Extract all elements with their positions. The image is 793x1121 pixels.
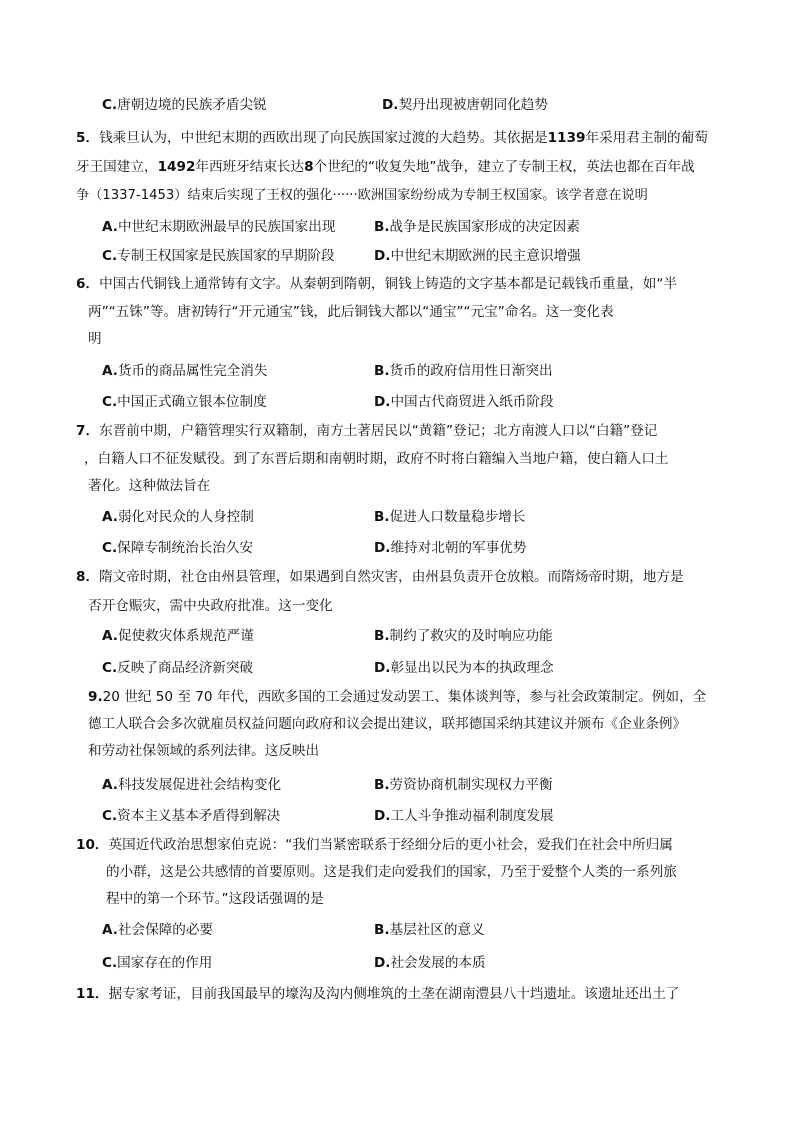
option-5b: B.战争是民族国家形成的决定因素	[374, 219, 580, 235]
question-5-line-3: 争（1337-1453）结束后实现了王权的强化······欧洲国家纷纷成为专制王权国家。该学者意在说明	[76, 188, 648, 203]
question-6-line-3: 明	[88, 331, 102, 347]
question-6-line-2: 两”“五铢”等。唐初铸行“开元通宝”钱，此后铜钱大都以“通宝”“元宝”命名。这一变化表	[88, 304, 614, 320]
question-8-line-1: 8．隋文帝时期，社仓由州县管理，如果遇到自然灾害，由州县负责开仓放粮。而隋炀帝时期，地方是	[76, 569, 684, 585]
option-9a: A.科技发展促进社会结构变化	[102, 777, 282, 793]
question-9-line-1: 9.20 世纪 50 至 70 年代，西欧多国的工会通过发动罢工、集体谈判等，参与社会政策制定。例如，全	[88, 689, 707, 705]
question-7-line-2: ，白籍人口不征发赋役。到了东晋后期和南朝时期，政府不时将白籍编入当地户籍，使白籍人口土	[84, 451, 669, 467]
option-7b: B.促进人口数量稳步增长	[374, 509, 526, 525]
option-8a: A.促使救灾体系规范严谨	[102, 628, 254, 644]
question-7-line-1: 7．东晋前中期，户籍管理实行双籍制，南方土著居民以“黄籍”登记；北方南渡人口以“白籍”登记	[76, 423, 658, 439]
question-11-line-1: 11．据专家考证，目前我国最早的壕沟及沟内侧堆筑的土垄在湖南澧县八十垱遗址。该遗址还出土了	[76, 986, 680, 1002]
question-9-line-2: 德工人联合会多次就雇员权益问题向政府和议会提出建议，联邦德国采纳其建议并颁布《企业条例》	[88, 716, 687, 732]
question-10-line-1: 10．英国近代政治思想家伯克说：“我们当紧密联系于经细分后的更小社会，爱我们在社会中所归属	[76, 837, 673, 853]
question-5-line-2: 牙王国建立，1492年西班牙结束长达8个世纪的“收复失地”战争，建立了专制王权，英法也都在百年战	[76, 159, 695, 175]
option-8c: C.反映了商品经济新突破	[102, 660, 254, 676]
option-8b: B.制约了救灾的及时响应功能	[374, 628, 553, 644]
option-7a: A.弱化对民众的人身控制	[102, 509, 254, 525]
option-8d: D.彰显出以民为本的执政理念	[374, 660, 554, 676]
option-6a: A.货币的商品属性完全消失	[102, 363, 268, 379]
option-5a: A.中世纪末期欧洲最早的民族国家出现	[102, 219, 336, 235]
option-4c: C.唐朝边境的民族矛盾尖锐	[102, 97, 267, 113]
option-9b: B.劳资协商机制实现权力平衡	[374, 777, 553, 793]
option-10b: B.基层社区的意义	[374, 922, 485, 938]
option-10c: C.国家存在的作用	[102, 955, 213, 971]
question-7-line-3: 著化。这种做法旨在	[88, 478, 211, 494]
option-9c: C.资本主义基本矛盾得到解决	[102, 808, 281, 824]
option-7c: C.保障专制统治长治久安	[102, 540, 254, 556]
option-10d: D.社会发展的本质	[374, 955, 486, 971]
question-10-line-3: 程中的第一个环节。”这段话强调的是	[106, 891, 324, 907]
option-4d: D.契丹出现被唐朝同化趋势	[382, 97, 548, 113]
question-9-line-3: 和劳动社保领域的系列法律。这反映出	[88, 743, 320, 759]
question-5-line-1: 5．钱乘旦认为，中世纪末期的西欧出现了向民族国家过渡的大趋势。其依据是1139年采用君主制的葡萄	[76, 130, 708, 146]
question-6-line-1: 6．中国古代铜钱上通常铸有文字。从秦朝到隋朝，铜钱上铸造的文字基本都是记载钱币重量，如“半	[76, 276, 678, 292]
option-9d: D.工人斗争推动福利制度发展	[374, 808, 554, 824]
option-6b: B.货币的政府信用性日渐突出	[374, 363, 553, 379]
question-8-line-2: 否开仓赈灾，需中央政府批准。这一变化	[88, 598, 333, 614]
option-5d: D.中世纪末期欧洲的民主意识增强	[374, 248, 581, 264]
option-7d: D.维持对北朝的军事优势	[374, 540, 527, 556]
option-6c: C.中国正式确立银本位制度	[102, 394, 267, 410]
question-10-line-2: 的小群，这是公共感情的首要原则。这是我们走向爱我们的国家，乃至于爱整个人类的一系列旅	[106, 864, 677, 880]
option-5c: C.专制王权国家是民族国家的早期阶段	[102, 248, 335, 264]
option-6d: D.中国古代商贸进入纸币阶段	[374, 394, 554, 410]
option-10a: A.社会保障的必要	[102, 922, 214, 938]
